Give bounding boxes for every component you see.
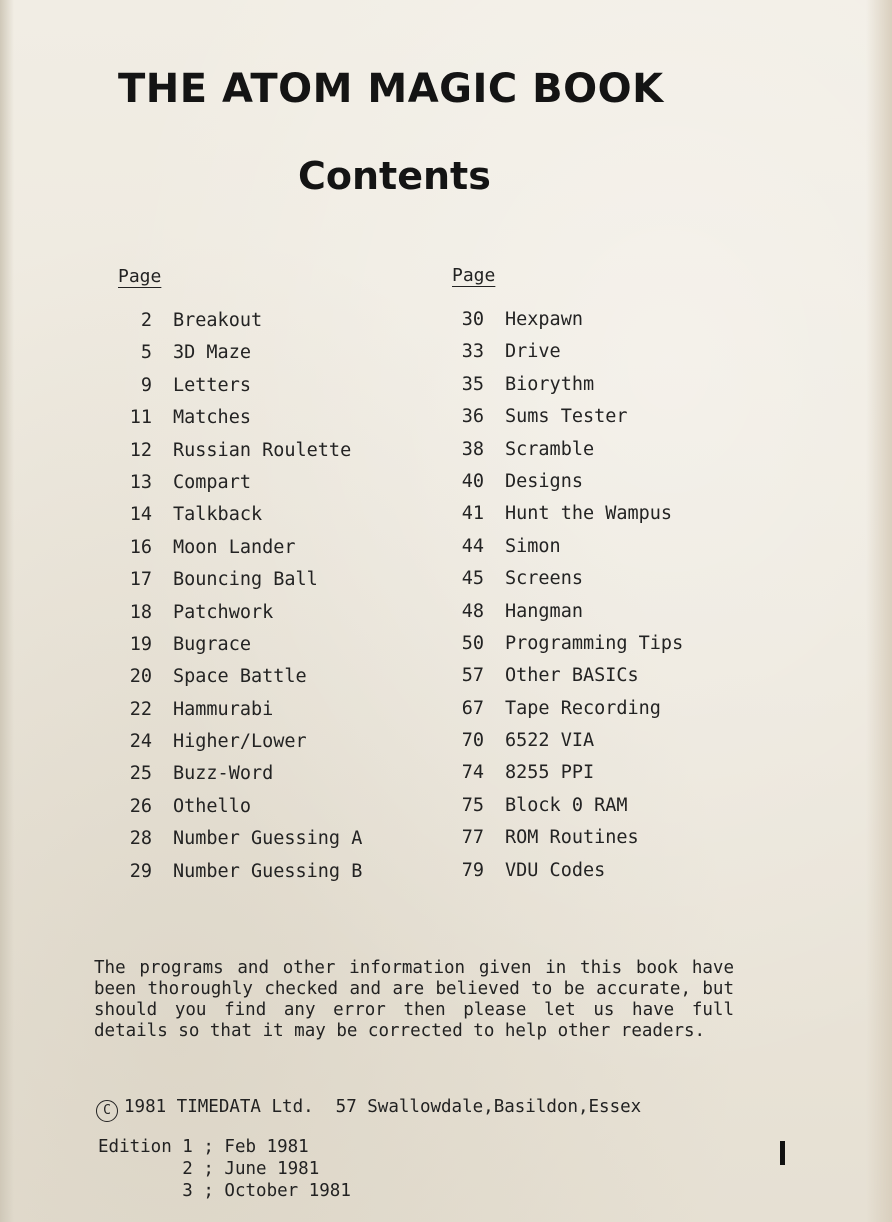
entry-page-number: 77 — [461, 827, 484, 849]
contents-entry — [440, 632, 683, 664]
contents-entry — [440, 600, 683, 632]
entry-page-number: 19 — [129, 633, 152, 655]
contents-entry — [440, 438, 683, 470]
entry-title: Higher/Lower — [173, 731, 307, 753]
contents-entry — [440, 859, 683, 891]
entry-page-number: 18 — [129, 601, 152, 623]
entry-page-number: 5 — [140, 342, 152, 364]
entry-title: Hammurabi — [173, 698, 274, 720]
entry-title: Space Battle — [173, 666, 307, 688]
entry-page-number: 30 — [461, 309, 484, 330]
contents-entry — [108, 762, 362, 794]
contents-entry — [440, 502, 683, 534]
entry-title: Letters — [173, 374, 251, 396]
entry-title: 6522 VIA — [505, 730, 595, 752]
contents-entry — [108, 860, 362, 892]
entry-title: Sums Tester — [505, 406, 628, 428]
entry-title: Bouncing Ball — [173, 569, 318, 591]
entry-title: Screens — [505, 568, 583, 590]
entry-title: 8255 PPI — [505, 762, 595, 784]
accuracy-note: The programs and other information given in this book have been thoroughly checked and are believed to be accurate, but should you find any error then please let us have full details so that it may be corrected to help other readers. — [94, 958, 734, 1041]
entry-title: Breakout — [173, 310, 263, 331]
contents-entry — [440, 405, 683, 437]
contents-entry — [440, 794, 683, 826]
entry-title: Talkback — [173, 504, 263, 526]
entry-page-number: 29 — [129, 860, 152, 882]
entry-page-number: 35 — [461, 373, 484, 395]
contents-entry — [440, 826, 683, 858]
entry-page-number: 13 — [129, 471, 152, 493]
entry-page-number: 41 — [461, 503, 484, 525]
entry-page-number: 28 — [129, 828, 152, 850]
entry-title: Number Guessing A — [173, 828, 363, 850]
entry-title: Hexpawn — [505, 309, 583, 330]
contents-entry — [108, 536, 362, 568]
contents-entry — [440, 697, 683, 729]
contents-heading: Contents — [298, 154, 491, 198]
entry-title: Scramble — [505, 438, 595, 460]
copyright-icon: C — [96, 1100, 118, 1122]
contents-entry — [108, 601, 362, 633]
entry-page-number: 12 — [129, 439, 152, 461]
contents-entry — [440, 308, 683, 340]
contents-entry — [108, 374, 362, 406]
entry-title: Number Guessing B — [173, 860, 363, 882]
entry-title: Hangman — [505, 600, 583, 622]
entry-page-number: 17 — [129, 569, 152, 591]
entry-title: Programming Tips — [505, 632, 684, 654]
entry-page-number: 48 — [461, 600, 484, 622]
left-column-page-header: Page — [118, 266, 162, 287]
entry-page-number: 70 — [461, 730, 484, 752]
contents-entry — [440, 535, 683, 567]
contents-entry — [108, 633, 362, 665]
entry-title: Simon — [505, 535, 561, 557]
entry-title: Othello — [173, 795, 251, 817]
entry-page-number: 16 — [129, 536, 152, 558]
contents-entry — [108, 665, 362, 697]
entry-page-number: 75 — [461, 794, 484, 816]
contents-entry — [108, 795, 362, 827]
contents-entry — [108, 471, 362, 503]
contents-entry — [108, 439, 362, 471]
entry-page-number: 38 — [461, 438, 484, 460]
entry-page-number: 44 — [461, 535, 484, 557]
contents-entry — [108, 827, 362, 859]
entry-page-number: 20 — [129, 666, 152, 688]
entry-page-number: 57 — [461, 665, 484, 687]
book-title: THE ATOM MAGIC BOOK — [118, 66, 664, 112]
contents-entry — [440, 729, 683, 761]
entry-title: Russian Roulette — [173, 439, 352, 461]
entry-page-number: 26 — [129, 795, 152, 817]
contents-entry — [440, 340, 683, 372]
entry-page-number: 36 — [461, 406, 484, 428]
contents-entry — [108, 730, 362, 762]
entry-title: ROM Routines — [505, 827, 639, 849]
entry-title: VDU Codes — [505, 859, 606, 881]
contents-list-left — [108, 309, 362, 892]
edition-line: 2 ; June 1981 — [98, 1159, 320, 1179]
entry-title: Patchwork — [173, 601, 274, 623]
entry-title: Buzz-Word — [173, 763, 274, 785]
copyright-line — [96, 1097, 641, 1122]
entry-title: Block 0 RAM — [505, 794, 628, 816]
contents-entry — [108, 503, 362, 535]
entry-title: 3D Maze — [173, 342, 251, 364]
entry-title: Drive — [505, 341, 561, 363]
contents-entry — [108, 698, 362, 730]
entry-page-number: 2 — [140, 310, 152, 331]
entry-title: Matches — [173, 407, 251, 429]
entry-page-number: 25 — [129, 763, 152, 785]
publisher-address: 57 Swallowdale,Basildon,Essex — [335, 1097, 642, 1117]
edition-history — [98, 1136, 351, 1202]
entry-title: Bugrace — [173, 633, 251, 655]
contents-entry — [108, 568, 362, 600]
entry-title: Tape Recording — [505, 697, 661, 719]
contents-entry — [440, 567, 683, 599]
entry-title: Compart — [173, 471, 251, 493]
entry-page-number: 50 — [461, 632, 484, 654]
entry-page-number: 11 — [129, 407, 152, 429]
contents-entry — [440, 761, 683, 793]
entry-page-number: 67 — [461, 697, 484, 719]
contents-entry — [108, 309, 362, 341]
right-column-page-header: Page — [452, 265, 496, 286]
edition-line: Edition 1 ; Feb 1981 — [98, 1137, 309, 1157]
entry-title: Biorythm — [505, 373, 595, 395]
entry-page-number: 33 — [461, 341, 484, 363]
page-number — [780, 1141, 785, 1165]
edition-line: 3 ; October 1981 — [98, 1181, 351, 1201]
contents-entry — [108, 406, 362, 438]
entry-title: Other BASICs — [505, 665, 639, 687]
entry-page-number: 22 — [129, 698, 152, 720]
contents-entry — [440, 373, 683, 405]
entry-title: Designs — [505, 470, 583, 492]
contents-entry — [440, 470, 683, 502]
entry-page-number: 40 — [461, 470, 484, 492]
contents-entry — [108, 341, 362, 373]
copyright-text: 1981 TIMEDATA Ltd. — [124, 1097, 314, 1117]
entry-page-number: 9 — [140, 374, 152, 396]
entry-title: Hunt the Wampus — [505, 503, 673, 525]
entry-page-number: 24 — [129, 731, 152, 753]
entry-page-number: 45 — [461, 568, 484, 590]
contents-list-right — [440, 308, 683, 891]
contents-entry — [440, 664, 683, 696]
entry-page-number: 74 — [461, 762, 484, 784]
entry-page-number: 14 — [129, 504, 152, 526]
entry-page-number: 79 — [461, 859, 484, 881]
entry-title: Moon Lander — [173, 536, 296, 558]
